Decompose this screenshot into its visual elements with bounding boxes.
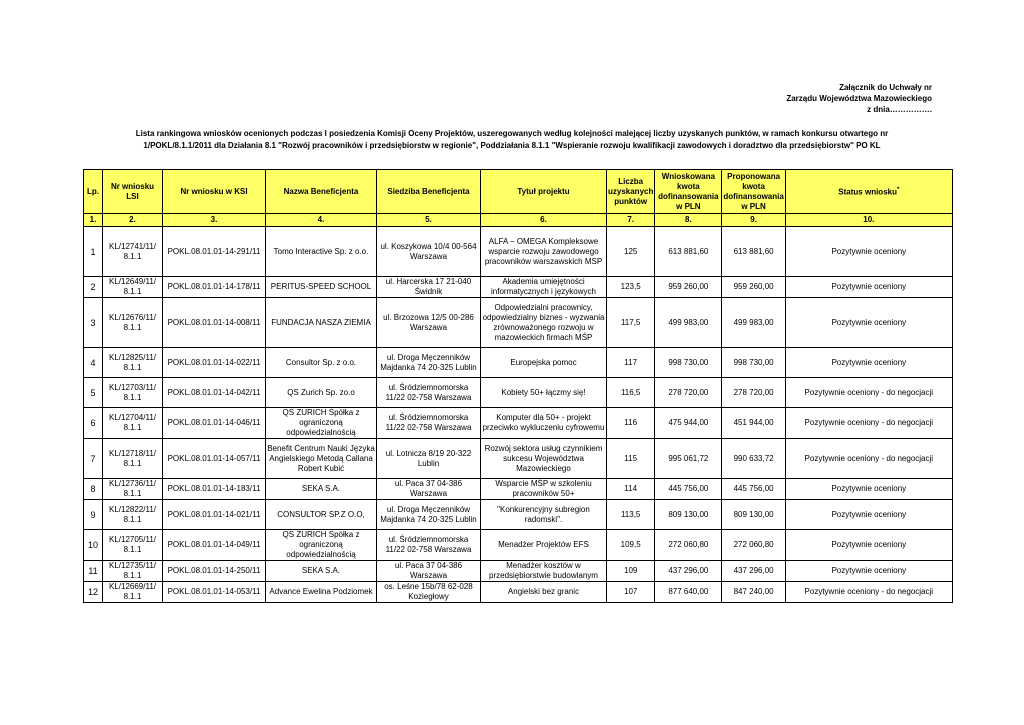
cell-title: Angielski bez granic: [481, 582, 607, 603]
cell-beneficiary: Consultor Sp. z o.o.: [266, 348, 377, 378]
cell-beneficiary: QS Zurich Sp. zo.o: [266, 378, 377, 408]
header-title: Tytuł projektu: [481, 170, 607, 214]
cell-nr-lsi: KL/12735/11/ 8.1.1: [103, 561, 163, 582]
cell-requested: 278 720,00: [655, 378, 722, 408]
cell-lp: 3: [84, 298, 103, 348]
cell-nr-ksi: POKL.08.01.01-14-053/11: [163, 582, 266, 603]
cell-seat: ul. Droga Męczenników Majdanka 74 20-325 Lublin: [377, 500, 481, 530]
cell-nr-lsi: KL/12741/11/ 8.1.1: [103, 227, 163, 277]
column-number-row: [84, 214, 953, 227]
annex-line-2: Zarządu Województwa Mazowieckiego: [786, 94, 932, 103]
cell-nr-lsi: KL/12669/11/ 8.1.1: [103, 582, 163, 603]
cell-title: Rozwój sektora usług czynnikiem sukcesu Województwa Mazowieckiego: [481, 439, 607, 479]
cell-lp: 12: [84, 582, 103, 603]
cell-nr-lsi: KL/12736/11/ 8.1.1: [103, 479, 163, 500]
cell-proposed: 272 060,80: [722, 530, 785, 561]
cell-nr-ksi: POKL.08.01.01-14-046/11: [163, 408, 266, 439]
cell-nr-lsi: KL/12718/11/ 8.1.1: [103, 439, 163, 479]
column-number: 5.: [377, 214, 481, 227]
cell-title: Akademia umiejętności informatycznych i językowych: [481, 277, 607, 298]
cell-status: Pozytywnie oceniony: [785, 530, 952, 561]
cell-lp: 5: [84, 378, 103, 408]
cell-points: 109: [607, 561, 655, 582]
cell-nr-ksi: POKL.08.01.01-14-008/11: [163, 298, 266, 348]
cell-points: 116,5: [607, 378, 655, 408]
column-number: 8.: [655, 214, 722, 227]
cell-seat: ul. Śródziemnomorska 11/22 02-758 Warszawa: [377, 408, 481, 439]
cell-requested: 877 640,00: [655, 582, 722, 603]
table-row: [84, 298, 953, 348]
cell-beneficiary: FUNDACJA NASZA ZIEMIA: [266, 298, 377, 348]
cell-requested: 998 730,00: [655, 348, 722, 378]
cell-nr-lsi: KL/12649/11/ 8.1.1: [103, 277, 163, 298]
header-beneficiary: Nazwa Beneficjenta: [266, 170, 377, 214]
cell-nr-ksi: POKL.08.01.01-14-049/11: [163, 530, 266, 561]
cell-requested: 499 983,00: [655, 298, 722, 348]
cell-status: Pozytywnie oceniony - do negocjacji: [785, 439, 952, 479]
header-row: [84, 170, 953, 214]
header-proposed: Proponowana kwota dofinansowania w PLN: [722, 170, 785, 214]
cell-seat: ul. Paca 37 04-386 Warszawa: [377, 561, 481, 582]
cell-lp: 8: [84, 479, 103, 500]
cell-beneficiary: SEKA S.A.: [266, 561, 377, 582]
cell-points: 116: [607, 408, 655, 439]
cell-nr-lsi: KL/12705/11/ 8.1.1: [103, 530, 163, 561]
header-nr-ksi: Nr wniosku w KSI: [163, 170, 266, 214]
cell-lp: 11: [84, 561, 103, 582]
table-row: [84, 530, 953, 561]
cell-proposed: 499 983,00: [722, 298, 785, 348]
cell-beneficiary: Benefit Centrum Nauki Języka Angielskiego Metodą Callana Robert Kubić: [266, 439, 377, 479]
cell-nr-ksi: POKL.08.01.01-14-057/11: [163, 439, 266, 479]
cell-status: Pozytywnie oceniony: [785, 479, 952, 500]
heading-line-2: 1/POKL/8.1.1/2011 dla Działania 8.1 "Rozwój pracowników i przedsiębiorstw w regionie", Poddziałania 8.1.1 "Wspieranie rozwoju kwalifikacji zawodowych i doradztwo dla przedsiębiorstw" PO KL: [143, 141, 881, 150]
cell-seat: ul. Śródziemnomorska 11/22 02-758 Warszawa: [377, 530, 481, 561]
cell-points: 113,5: [607, 500, 655, 530]
cell-nr-ksi: POKL.08.01.01-14-042/11: [163, 378, 266, 408]
column-number: 10.: [785, 214, 952, 227]
cell-seat: ul. Brzozowa 12/5 00-286 Warszawa: [377, 298, 481, 348]
cell-seat: ul. Śródziemnomorska 11/22 02-758 Warszawa: [377, 378, 481, 408]
cell-nr-lsi: KL/12676/11/ 8.1.1: [103, 298, 163, 348]
cell-seat: ul. Droga Męczenników Majdanka 74 20-325 Lublin: [377, 348, 481, 378]
column-number: 6.: [481, 214, 607, 227]
cell-title: Komputer dla 50+ - projekt przeciwko wykluczeniu cyfrowemu: [481, 408, 607, 439]
cell-nr-ksi: POKL.08.01.01-14-291/11: [163, 227, 266, 277]
cell-points: 123,5: [607, 277, 655, 298]
cell-proposed: 990 633,72: [722, 439, 785, 479]
cell-nr-lsi: KL/12822/11/ 8.1.1: [103, 500, 163, 530]
column-number: 4.: [266, 214, 377, 227]
table-body: [84, 227, 953, 603]
cell-status: Pozytywnie oceniony - do negocjacji: [785, 378, 952, 408]
table-row: [84, 500, 953, 530]
header-nr-lsi: Nr wniosku LSI: [103, 170, 163, 214]
cell-proposed: 809 130,00: [722, 500, 785, 530]
cell-seat: ul. Koszykowa 10/4 00-564 Warszawa: [377, 227, 481, 277]
column-number: 7.: [607, 214, 655, 227]
header-status: [785, 170, 952, 214]
cell-lp: 7: [84, 439, 103, 479]
table-row: [84, 561, 953, 582]
table-row: [84, 582, 953, 603]
cell-proposed: 847 240,00: [722, 582, 785, 603]
cell-title: ALFA – OMEGA Kompleksowe wsparcie rozwoju zawodowego pracowników warszawskich MSP: [481, 227, 607, 277]
cell-status: Pozytywnie oceniony: [785, 277, 952, 298]
cell-nr-ksi: POKL.08.01.01-14-022/11: [163, 348, 266, 378]
cell-status: Pozytywnie oceniony: [785, 227, 952, 277]
cell-proposed: 613 881,60: [722, 227, 785, 277]
cell-lp: 4: [84, 348, 103, 378]
cell-proposed: 445 756,00: [722, 479, 785, 500]
cell-beneficiary: QS ZURICH Spółka z ograniczoną odpowiedzialnością: [266, 530, 377, 561]
cell-beneficiary: PERITUS-SPEED SCHOOL: [266, 277, 377, 298]
cell-requested: 437 296,00: [655, 561, 722, 582]
cell-proposed: 998 730,00: [722, 348, 785, 378]
table-row: [84, 479, 953, 500]
cell-nr-ksi: POKL.08.01.01-14-183/11: [163, 479, 266, 500]
cell-status: Pozytywnie oceniony - do negocjacji: [785, 582, 952, 603]
cell-beneficiary: SEKA S.A.: [266, 479, 377, 500]
header-points: Liczba uzyskanych punktów: [607, 170, 655, 214]
annex-line-1: Załącznik do Uchwały nr: [839, 83, 932, 92]
cell-requested: 809 130,00: [655, 500, 722, 530]
cell-title: "Konkurencyjny subregion radomski".: [481, 500, 607, 530]
cell-seat: ul. Lotnicza 8/19 20-322 Lublin: [377, 439, 481, 479]
header-requested: Wnioskowana kwota dofinansowania w PLN: [655, 170, 722, 214]
table-row: [84, 408, 953, 439]
cell-nr-ksi: POKL.08.01.01-14-021/11: [163, 500, 266, 530]
cell-points: 115: [607, 439, 655, 479]
table-row: [84, 378, 953, 408]
cell-status: Pozytywnie oceniony - do negocjacji: [785, 408, 952, 439]
cell-requested: 995 061,72: [655, 439, 722, 479]
cell-seat: ul. Harcerska 17 21-040 Świdnik: [377, 277, 481, 298]
cell-lp: 10: [84, 530, 103, 561]
cell-nr-lsi: KL/12704/11/ 8.1.1: [103, 408, 163, 439]
cell-requested: 445 756,00: [655, 479, 722, 500]
cell-status: Pozytywnie oceniony: [785, 348, 952, 378]
table-row: [84, 439, 953, 479]
cell-points: 114: [607, 479, 655, 500]
header-seat: Siedziba Beneficjenta: [377, 170, 481, 214]
cell-nr-ksi: POKL.08.01.01-14-250/11: [163, 561, 266, 582]
ranking-table: [83, 169, 953, 603]
cell-proposed: 278 720,00: [722, 378, 785, 408]
cell-beneficiary: CONSULTOR SP.Z O.O,: [266, 500, 377, 530]
cell-proposed: 451 944,00: [722, 408, 785, 439]
cell-requested: 475 944,00: [655, 408, 722, 439]
header-status-mark: *: [896, 187, 900, 194]
cell-requested: 613 881,60: [655, 227, 722, 277]
cell-lp: 9: [84, 500, 103, 530]
cell-title: Menadżer kosztów w przedsiębiorstwie budowlanym: [481, 561, 607, 582]
cell-nr-lsi: KL/12825/11/ 8.1.1: [103, 348, 163, 378]
header-status-label: Status wniosku: [838, 187, 897, 197]
cell-status: Pozytywnie oceniony: [785, 298, 952, 348]
cell-requested: 272 060,80: [655, 530, 722, 561]
cell-lp: 6: [84, 408, 103, 439]
header-lp: Lp.: [84, 170, 103, 214]
cell-lp: 1: [84, 227, 103, 277]
cell-title: Europejska pomoc: [481, 348, 607, 378]
cell-proposed: 959 260,00: [722, 277, 785, 298]
column-number: 2.: [103, 214, 163, 227]
cell-beneficiary: Advance Ewelina Podziomek: [266, 582, 377, 603]
column-number: 9.: [722, 214, 785, 227]
annex-note: [786, 82, 932, 115]
document-heading: [88, 128, 936, 152]
cell-nr-ksi: POKL.08.01.01-14-178/11: [163, 277, 266, 298]
cell-seat: os. Leśne 15b/78 62-028 Koziegłowy: [377, 582, 481, 603]
column-number: 1.: [84, 214, 103, 227]
cell-seat: ul. Paca 37 04-386 Warszawa: [377, 479, 481, 500]
table-row: [84, 227, 953, 277]
cell-beneficiary: Tomo Interactive Sp. z o.o.: [266, 227, 377, 277]
heading-line-1: Lista rankingowa wniosków ocenionych podczas I posiedzenia Komisji Oceny Projektów, uszeregowanych według kolejności malejącej liczby uzyskanych punktów, w ramach konkursu otwartego nr: [135, 129, 889, 138]
cell-nr-lsi: KL/12703/11/ 8.1.1: [103, 378, 163, 408]
cell-requested: 959 260,00: [655, 277, 722, 298]
cell-title: Odpowiedzialni pracownicy, odpowiedzialny biznes - wyzwania zrównoważonego rozwoju w mazowieckich firmach MŚP: [481, 298, 607, 348]
cell-proposed: 437 296,00: [722, 561, 785, 582]
cell-status: Pozytywnie oceniony: [785, 500, 952, 530]
cell-points: 117,5: [607, 298, 655, 348]
cell-points: 117: [607, 348, 655, 378]
column-number: 3.: [163, 214, 266, 227]
table-row: [84, 277, 953, 298]
cell-lp: 2: [84, 277, 103, 298]
cell-points: 107: [607, 582, 655, 603]
annex-line-3: z dnia…………….: [867, 105, 932, 114]
cell-status: Pozytywnie oceniony: [785, 561, 952, 582]
cell-beneficiary: QS ZURICH Spółka z ograniczoną odpowiedzialnością: [266, 408, 377, 439]
cell-points: 125: [607, 227, 655, 277]
cell-title: Menadżer Projektów EFS: [481, 530, 607, 561]
cell-points: 109,5: [607, 530, 655, 561]
cell-title: Kobiety 50+ łączmy się!: [481, 378, 607, 408]
table-row: [84, 348, 953, 378]
cell-title: Wsparcie MŚP w szkoleniu pracowników 50+: [481, 479, 607, 500]
